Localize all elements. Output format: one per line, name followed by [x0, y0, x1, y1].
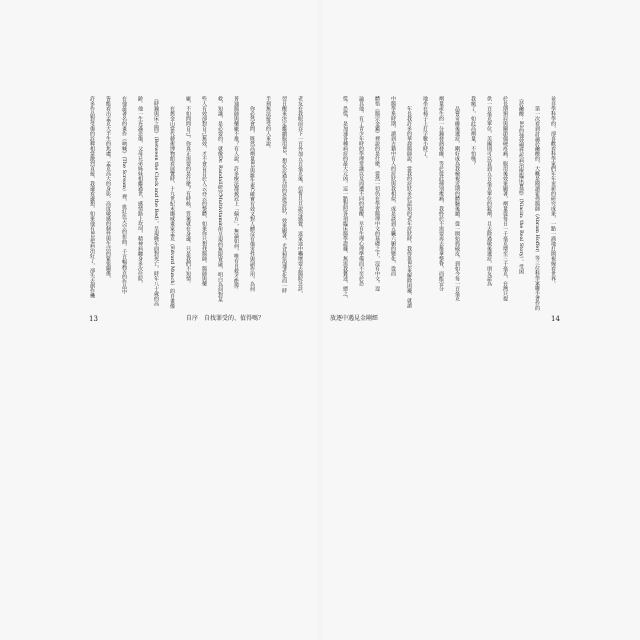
text-column: 在他最著名的畫作《吶喊》（The Scream）裡，血紅色天空的扭曲，千百幅痛苦的作品中: [121, 96, 127, 294]
text-column: 翌日醒來決定繼續服用B3，想必忍過先前的恐慌症狀，效果顯著，尤其對迅速老化而一時: [281, 96, 287, 293]
text-column: 於長期頸肩與關節僵硬疼痛，服用後效果顯著，劑量從每日一千毫克增至三千毫克，台灣只提: [502, 96, 508, 301]
text-column: 你必然會問，既然高劑量B3與維生素C確實有效又對人體沒有傷害性與副作用，為何: [249, 106, 255, 292]
text-column: 劑量產生的一分鐘發熱發癢，等於從此揮別痠痛，我終於不需要再去推拿整脊，而能安分: [438, 96, 444, 291]
text-column: 半刻無法接受的人來說。: [265, 96, 271, 151]
right-page-text: [337, 96, 561, 311]
text-column: 皆能看出孟克大半生的焦慮，孟克高大的身影，高度敏感的個性與生活的緊張關係，: [105, 96, 111, 281]
text-column: 供一百毫克單位，美國則可以買到五百毫克單位的錠劑，且去除過敏後遺症，朋友認為: [486, 96, 492, 286]
text-column: 救，知識，是必要的，就像Dr. Randall研究Multivitamin所呈現的無限寬廣，明白為何對某: [217, 96, 223, 303]
text-column: 廠，不如問問自己，你真正需要的是什麼？有時候，答案就在身邊，只是我們不知情。: [185, 96, 191, 286]
text-column: 《菸鹼酸：B3的強效慢性疾病治療臨床實證》（Niacin: the Real Story）。受困: [518, 96, 524, 275]
text-column: 在舊金山當代藝術博物館看展覽時，十九世紀末挪威畫家孟克（Edvard Munch）的自畫像: [169, 106, 175, 309]
page-number-right: 14: [551, 315, 560, 323]
text-column: 《時鐘與床之間》（Between the Clock and the Bed），呈現晚年面對死亡，時年八十歲的高: [153, 96, 159, 306]
text-column: 慌。恐慌，是加速各種病症的最大元凶，這一點對照各項臨床醫學證據，無需我贅述，總之，: [342, 96, 348, 301]
left-page-text: [84, 96, 308, 308]
text-column: 第一次看到討論菸鹼酸的，大概是閱讀霍弗醫師（Abram Hoffer）等三位科學家聯手著作的: [534, 106, 540, 311]
text-column: 品嘗奇癢後遺症，剛好成為我檢視近期的體驗後續，從一開始抓破皮，到如今每一百毫克: [454, 106, 460, 301]
text-column: 體悟《醫宗金鑑》裡說的是什麼，當然一切仍在學習醫理中文的基礎之下，沒有中文，遑: [374, 96, 380, 291]
text-column: 並非學科學的，卻喜歡看科學家們年年更新的研究成果，一點一滴地打開視線看世界。: [550, 96, 556, 286]
running-footer-right: [330, 314, 378, 324]
page-number-left: 13: [89, 315, 98, 323]
book-gutter: [316, 0, 324, 640]
text-column: 普通醫師與藥廠不推？有人說，許多療法都被冠上「偏方」，無論如何，唯有自救才能得: [233, 96, 239, 289]
footer-section-label: 自序: [186, 315, 199, 322]
text-column: 老友在我眼前吞下一百外加五百毫克後，信誓旦旦說沒感覺，返家途中嚇壞要去醫院急診，: [297, 96, 303, 296]
text-column: 許多作品對受傷的詮釋相當激烈直接，我邊看邊想，如果他有B3把病治好了，卻失去創作機: [89, 96, 95, 298]
text-column: 年長我許多的華裔醫師說，當我的症狀多於認知的老年症狀時，我得靠B3來解除困擾，就讀: [406, 106, 412, 308]
running-footer-left: [186, 314, 264, 324]
text-column: 論其他，有了青少年時的學理常識以及周遭不同的提醒，早有生理心理準備而不至於恐: [358, 96, 364, 286]
text-column: 地坐在椅子上打字數小時了。: [422, 96, 428, 161]
text-column: 中醫學系時期，讀到古籍中有人的症狀與我相似，或是談到五臟六腑的變化，從而: [390, 96, 396, 276]
text-column: 齡。他一生充滿悲傷，父母兄弟姊妹相繼過世，感情路上坎坷，精神病纏身多次住院，: [137, 96, 143, 286]
text-column: 我瘋了，如此高劑量，不怕嗎？: [470, 96, 476, 166]
text-column: 些人有效卻對自己無效，才不會盲目於人云亦云的整體，如果你只想找醫師，醫師與藥: [201, 96, 207, 286]
footer-book-title: 放逐中遇見金剛經: [330, 315, 379, 322]
footer-chapter-title: 自找罪受的、值得嗎？: [204, 315, 265, 322]
